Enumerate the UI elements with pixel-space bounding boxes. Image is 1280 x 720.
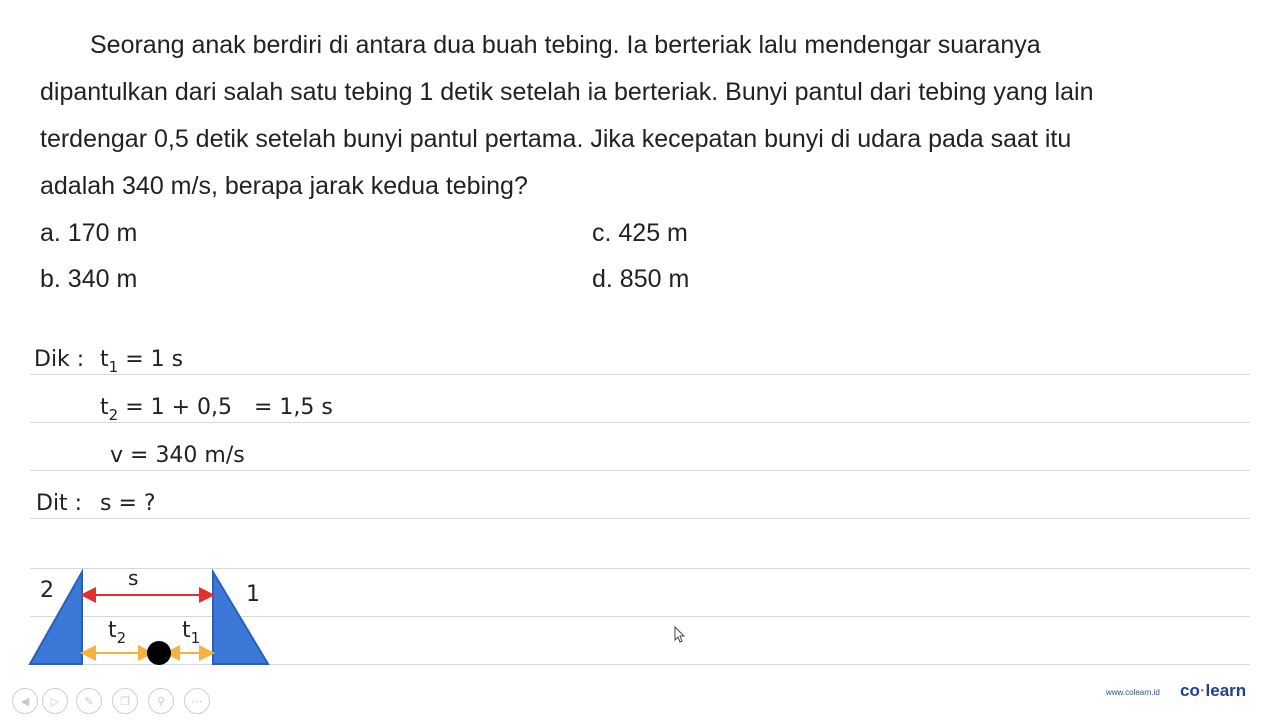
pen-icon[interactable]: ✎ — [76, 688, 102, 714]
zoom-icon[interactable]: ⚲ — [148, 688, 174, 714]
t2-result: = 1,5 s — [254, 395, 333, 420]
mouse-cursor-icon — [674, 626, 686, 644]
copy-icon[interactable]: ❐ — [112, 688, 138, 714]
cliff-right-label: 1 — [246, 582, 260, 607]
ruled-line — [30, 374, 1250, 375]
option-c[interactable]: c. 425 m — [592, 219, 688, 247]
cliff-left-label: 2 — [40, 578, 54, 603]
more-icon[interactable]: ⋯ — [184, 688, 210, 714]
t2-equation: $t_2 = 1 + 0,5$ — [100, 395, 233, 424]
play-icon[interactable]: ▷ — [42, 688, 68, 714]
prev-icon[interactable]: ◀ — [12, 688, 38, 714]
dit-label: Dit : — [36, 491, 83, 516]
question-line-3: terdengar 0,5 detik setelah bunyi pantul pertama. Jika kecepatan bunyi di udara pada saat itu — [40, 125, 1072, 153]
t1-equation: $t_1 = 1$ s — [100, 347, 184, 376]
brand-url: www.colearn.id — [1106, 688, 1160, 697]
t1-label: $t_1$ — [182, 618, 201, 647]
cliff-left — [30, 572, 82, 664]
question-line-1: Seorang anak berdiri di antara dua buah tebing. Ia berteriak lalu mendengar suaranya — [90, 31, 1041, 59]
question-line-4: adalah 340 m/s, berapa jarak kedua tebing? — [40, 172, 528, 200]
option-a[interactable]: a. 170 m — [40, 219, 138, 247]
brand-logo: co·learn — [1180, 681, 1247, 700]
option-d[interactable]: d. 850 m — [592, 265, 690, 293]
question-line-2: dipantulkan dari salah satu tebing 1 detik setelah ia berteriak. Bunyi pantul dari tebing yang lain — [40, 78, 1094, 106]
ruled-line — [30, 470, 1250, 471]
question-text — [40, 22, 1240, 210]
t2-label: $t_2$ — [108, 618, 127, 647]
option-b[interactable]: b. 340 m — [40, 265, 138, 293]
cliff-diagram — [0, 560, 300, 670]
distance-label: s — [128, 566, 139, 590]
ruled-line — [30, 518, 1250, 519]
v-equation: v = 340 m/s — [110, 443, 245, 468]
s-unknown: s = ? — [100, 491, 156, 516]
child-dot — [147, 641, 171, 665]
dik-label: Dik : — [34, 347, 85, 372]
